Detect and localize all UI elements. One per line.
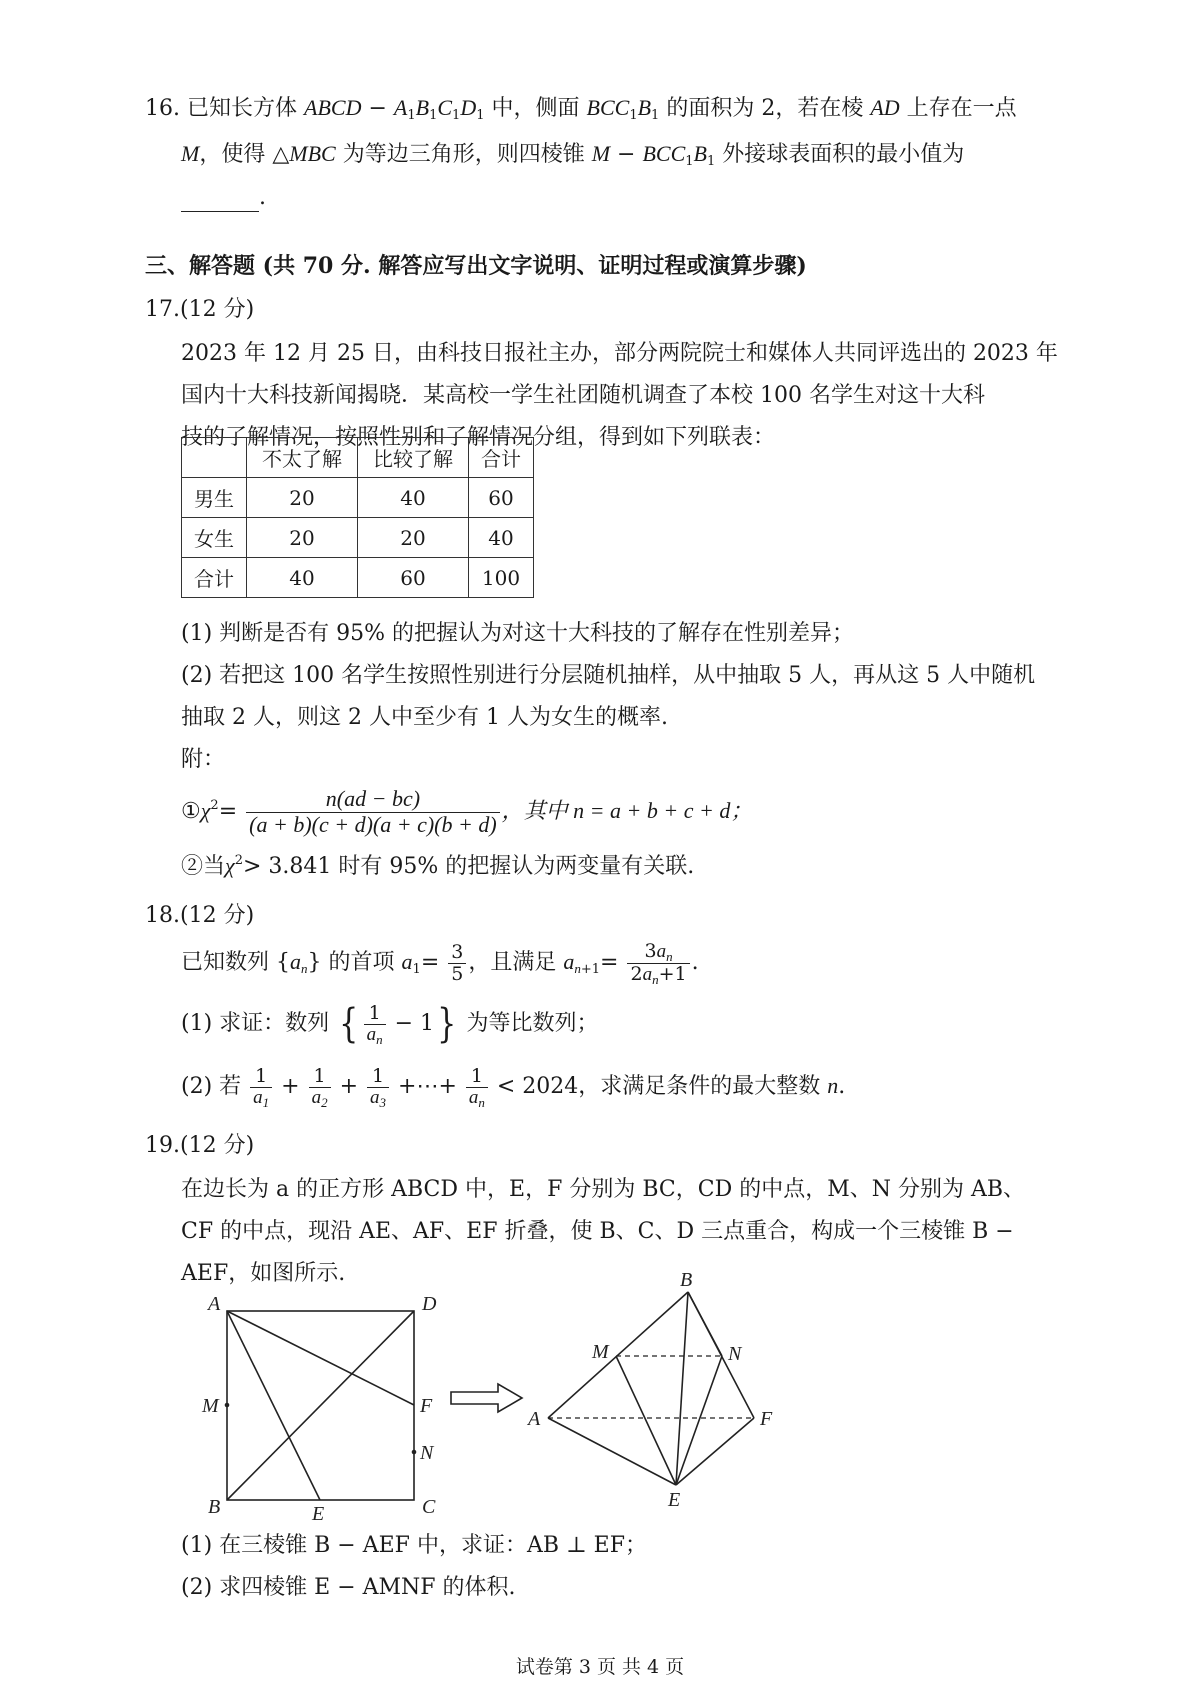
q16-number: 16.: [145, 96, 180, 121]
q19-header: 19.(12 分): [145, 1133, 255, 1158]
q17-header: 17.(12 分): [145, 297, 255, 322]
label-c: C: [422, 1496, 436, 1518]
square-figure: [200, 1290, 440, 1520]
contingency-table: [181, 437, 534, 598]
label-a: A: [208, 1293, 221, 1315]
label-m: M: [202, 1395, 219, 1417]
q18-sub1: (1) 求证：数列 { $\frac{1}{a_n}$ − 1} 为等比数列；: [181, 1001, 599, 1047]
q18-header: 18.(12 分): [145, 903, 255, 928]
label-n: N: [728, 1343, 742, 1365]
table-row: 男生 20 40 60: [182, 478, 534, 518]
q17-formula2: ②当$\chi^2> 3.841$ 时有 95% 的把握认为两变量有关联.: [181, 853, 695, 879]
table-header-row: 不太了解 比较了解 合计: [182, 438, 534, 478]
line-af: [227, 1311, 414, 1405]
page-footer: 试卷第 3 页 共 4 页: [515, 1656, 685, 1678]
label-n: N: [420, 1442, 434, 1464]
q17-sub2a: (2) 若把这 100 名学生按照性别进行分层随机抽样，从中抽取 5 人，再从这 5 人中随机: [181, 663, 1036, 688]
q19-line3: AEF，如图所示.: [181, 1261, 346, 1286]
q17-para3: 技的了解情况，按照性别和了解情况分组，得到如下列联表：: [181, 425, 776, 450]
q19-sub1: (1) 在三棱锥 B − AEF 中，求证：AB ⊥ EF；: [181, 1533, 647, 1558]
q17-para1: 2023 年 12 月 25 日，由科技日报社主办，部分两院院士和媒体人共同评选出的 2023 年: [181, 341, 1058, 366]
q18-line1: 已知数列 $\{a_n\}$ 的首项 $a_1=$ $\frac{3}{5}$ ，且满足 $a_{n+1}=$ $\frac{3a_n}{2a_n+1}$ .: [181, 939, 699, 987]
q17-sub2b: 抽取 2 人，则这 2 人中至少有 1 人为女生的概率.: [181, 705, 668, 730]
label-e: E: [312, 1503, 325, 1520]
label-m: M: [592, 1341, 609, 1363]
section3-title: 三、解答题 (共 70 分. 解答应写出文字说明、证明过程或演算步骤): [145, 253, 807, 279]
label-a: A: [528, 1408, 541, 1430]
point-m: [225, 1403, 230, 1408]
q16-answer-blank: .: [181, 178, 266, 218]
q17-formula1: $①\chi^2=$ $\frac{n(ad - bc)}{(a + b)(c + d)(a + c)(b + d)}$ ，其中 n = a + b + c + d；: [181, 786, 753, 837]
chi-square-fraction: $\frac{n(ad - bc)}{(a + b)(c + d)(a + c)(b + d)}$: [246, 787, 500, 836]
q17-appendix: 附：: [181, 747, 226, 772]
tetrahedron-figure: [520, 1268, 800, 1508]
q17-para2: 国内十大科技新闻揭晓．某高校一学生社团随机调查了本校 100 名学生对这十大科: [181, 383, 985, 408]
label-b: B: [208, 1496, 221, 1518]
q19-sub2: (2) 求四棱锥 E − AMNF 的体积.: [181, 1575, 516, 1600]
label-f: F: [760, 1408, 773, 1430]
label-e: E: [668, 1489, 681, 1508]
label-d: D: [422, 1293, 437, 1315]
point-n: [412, 1450, 417, 1455]
q16-line2: M，使得 △MBC 为等边三角形，则四棱锥 $M - BCC_1B_1$ 外接球表面积的最小值为: [181, 141, 965, 169]
table-row: 合计 40 60 100: [182, 558, 534, 598]
fold-arrow-icon: [448, 1380, 528, 1416]
table-row: 女生 20 20 40: [182, 518, 534, 558]
q17-sub1: (1) 判断是否有 95% 的把握认为对这十大科技的了解存在性别差异；: [181, 621, 855, 646]
q19-line2: CF 的中点，现沿 AE、AF、EF 折叠，使 B、C、D 三点重合，构成一个三棱锥 B −: [181, 1219, 1014, 1244]
q16-line1: 16. 已知长方体 ABCD − $A_1B_1C_1D_1$ 中，侧面 $BCC_1B_1$ 的面积为 2，若在棱 AD 上存在一点: [145, 95, 1017, 123]
q18-sub2: (2) 若 $\frac{1}{a_1}$ + $\frac{1}{a_2}$ + $\frac{1}{a_3}$ +⋯+ $\frac{1}{a_n}$ < 2024，求满足条件的最大整数 n.: [181, 1064, 846, 1110]
line-ae: [227, 1311, 320, 1500]
label-b: B: [680, 1269, 693, 1291]
label-f: F: [420, 1395, 433, 1417]
q19-line1: 在边长为 a 的正方形 ABCD 中，E，F 分别为 BC，CD 的中点，M、N 分别为 AB、: [181, 1177, 1026, 1202]
line-bd: [227, 1311, 414, 1500]
